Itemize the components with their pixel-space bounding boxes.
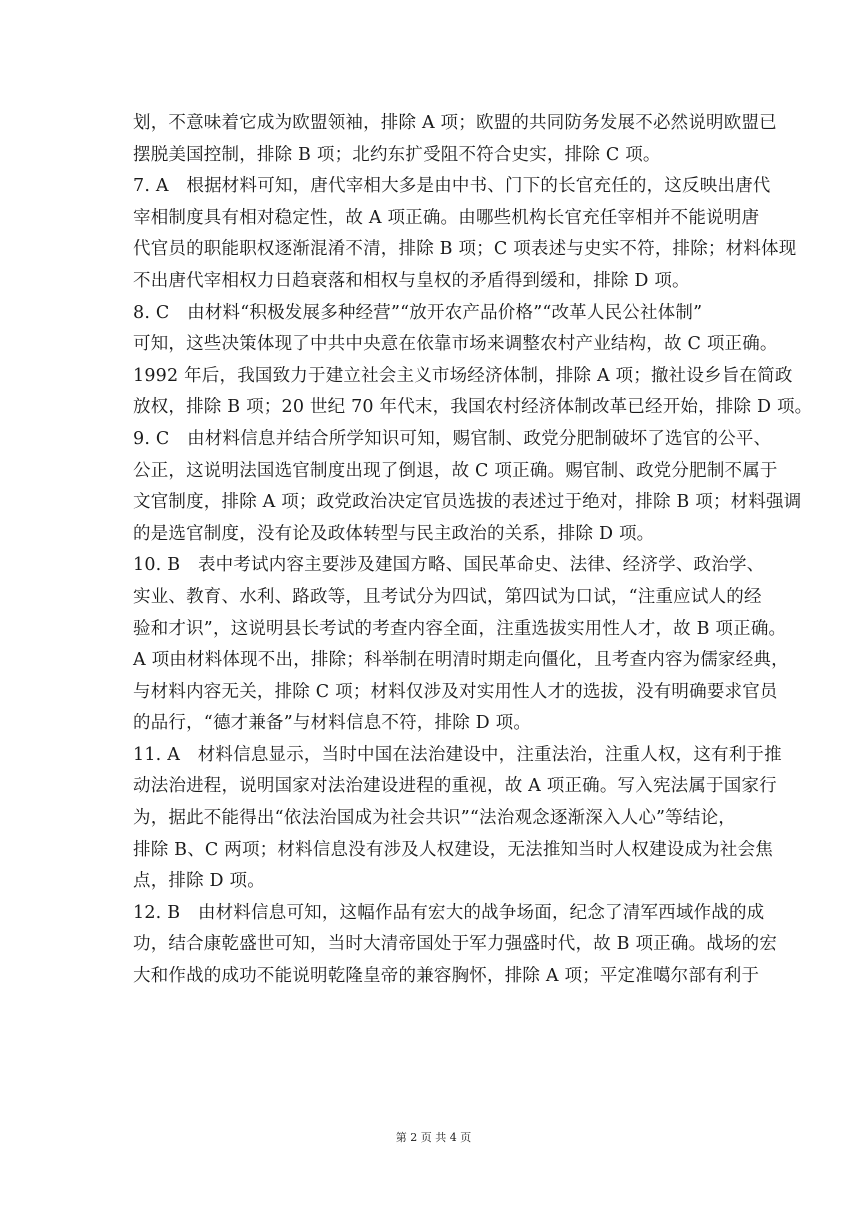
text-line: 代官员的职能职权逐渐混淆不清，排除 B 项；C 项表述与史实不符，排除；材料体现 (133, 239, 797, 260)
text-line: 划，不意味着它成为欧盟领袖，排除 A 项；欧盟的共同防务发展不必然说明欧盟已 (133, 113, 777, 133)
text-line: 1992 年后，我国致力于建立社会主义市场经济体制，排除 A 项；撤社设乡旨在简政 (133, 365, 793, 386)
text-line: 7. A 根据材料可知，唐代宰相大多是由中书、门下的长官充任的，这反映出唐代 (133, 176, 771, 197)
text-line: 排除 B、C 两项；材料信息没有涉及人权建设，无法推知当时人权建设成为社会焦 (133, 839, 773, 860)
text-line: 公正，这说明法国选官制度出现了倒退，故 C 项正确。赐官制、政党分肥制不属于 (133, 460, 778, 481)
text-line: 10. B 表中考试内容主要涉及建国方略、国民革命史、法律、经济学、政治学、 (133, 555, 765, 576)
text-line: 不出唐代宰相权力日趋衰落和相权与皇权的矛盾得到缓和，排除 D 项。 (133, 270, 690, 291)
page-number-footer: 第 2 页 共 4 页 (395, 1131, 472, 1144)
text-line: A 项由材料体现不出，排除；科举制在明清时期走向僵化，且考查内容为儒家经典， (133, 650, 789, 671)
text-line: 12. B 由材料信息可知，这幅作品有宏大的战争场面，纪念了清军西域作战的成 (133, 902, 765, 923)
text-line: 大和作战的成功不能说明乾隆皇帝的兼容胸怀，排除 A 项；平定准噶尔部有利于 (133, 966, 760, 987)
text-line: 8. C 由材料“积极发展多种经营”“放开农产品价格”“改革人民公社体制” (133, 302, 703, 323)
text-line: 为，据此不能得出“依法治国成为社会共识”“法治观念逐渐深入人心”等结论， (133, 808, 736, 829)
text-line: 文官制度，排除 A 项；政党政治决定官员选拔的表述过于绝对，排除 B 项；材料强调 (133, 492, 802, 513)
answer-explanations (133, 108, 813, 993)
text-line: 验和才识”，这说明县长考试的考查内容全面，注重选拔实用性人才，故 B 项正确。 (133, 618, 787, 639)
text-line: 动法治进程，说明国家对法治建设进程的重视，故 A 项正确。写入宪法属于国家行 (133, 776, 777, 797)
text-line: 放权，排除 B 项；20 世纪 70 年代末，我国农村经济体制改革已经开始，排除 D 项。 (133, 397, 813, 418)
text-line: 点，排除 D 项。 (133, 871, 265, 892)
text-line: 与材料内容无关，排除 C 项；材料仅涉及对实用性人才的选拔，没有明确要求官员 (133, 681, 778, 702)
text-line: 实业、教育、水利、路政等，且考试分为四试，第四试为口试，“注重应试人的经 (133, 586, 762, 607)
text-line: 9. C 由材料信息并结合所学知识可知，赐官制、政党分肥制破坏了选官的公平、 (133, 428, 772, 449)
text-line: 的是选官制度，没有论及政体转型与民主政治的关系，排除 D 项。 (133, 523, 655, 544)
text-line: 摆脱美国控制，排除 B 项；北约东扩受阻不符合史实，排除 C 项。 (133, 144, 661, 165)
text-line: 可知，这些决策体现了中共中央意在依靠市场来调整农村产业结构，故 C 项正确。 (133, 334, 778, 355)
text-line: 宰相制度具有相对稳定性，故 A 项正确。由哪些机构长官充任宰相并不能说明唐 (133, 207, 760, 228)
text-line: 的品行，“德才兼备”与材料信息不符，排除 D 项。 (133, 713, 532, 734)
text-line: 功，结合康乾盛世可知，当时大清帝国处于军力强盛时代，故 B 项正确。战场的宏 (133, 934, 778, 955)
text-line: 11. A 材料信息显示，当时中国在法治建设中，注重法治，注重人权，这有利于推 (133, 744, 782, 765)
